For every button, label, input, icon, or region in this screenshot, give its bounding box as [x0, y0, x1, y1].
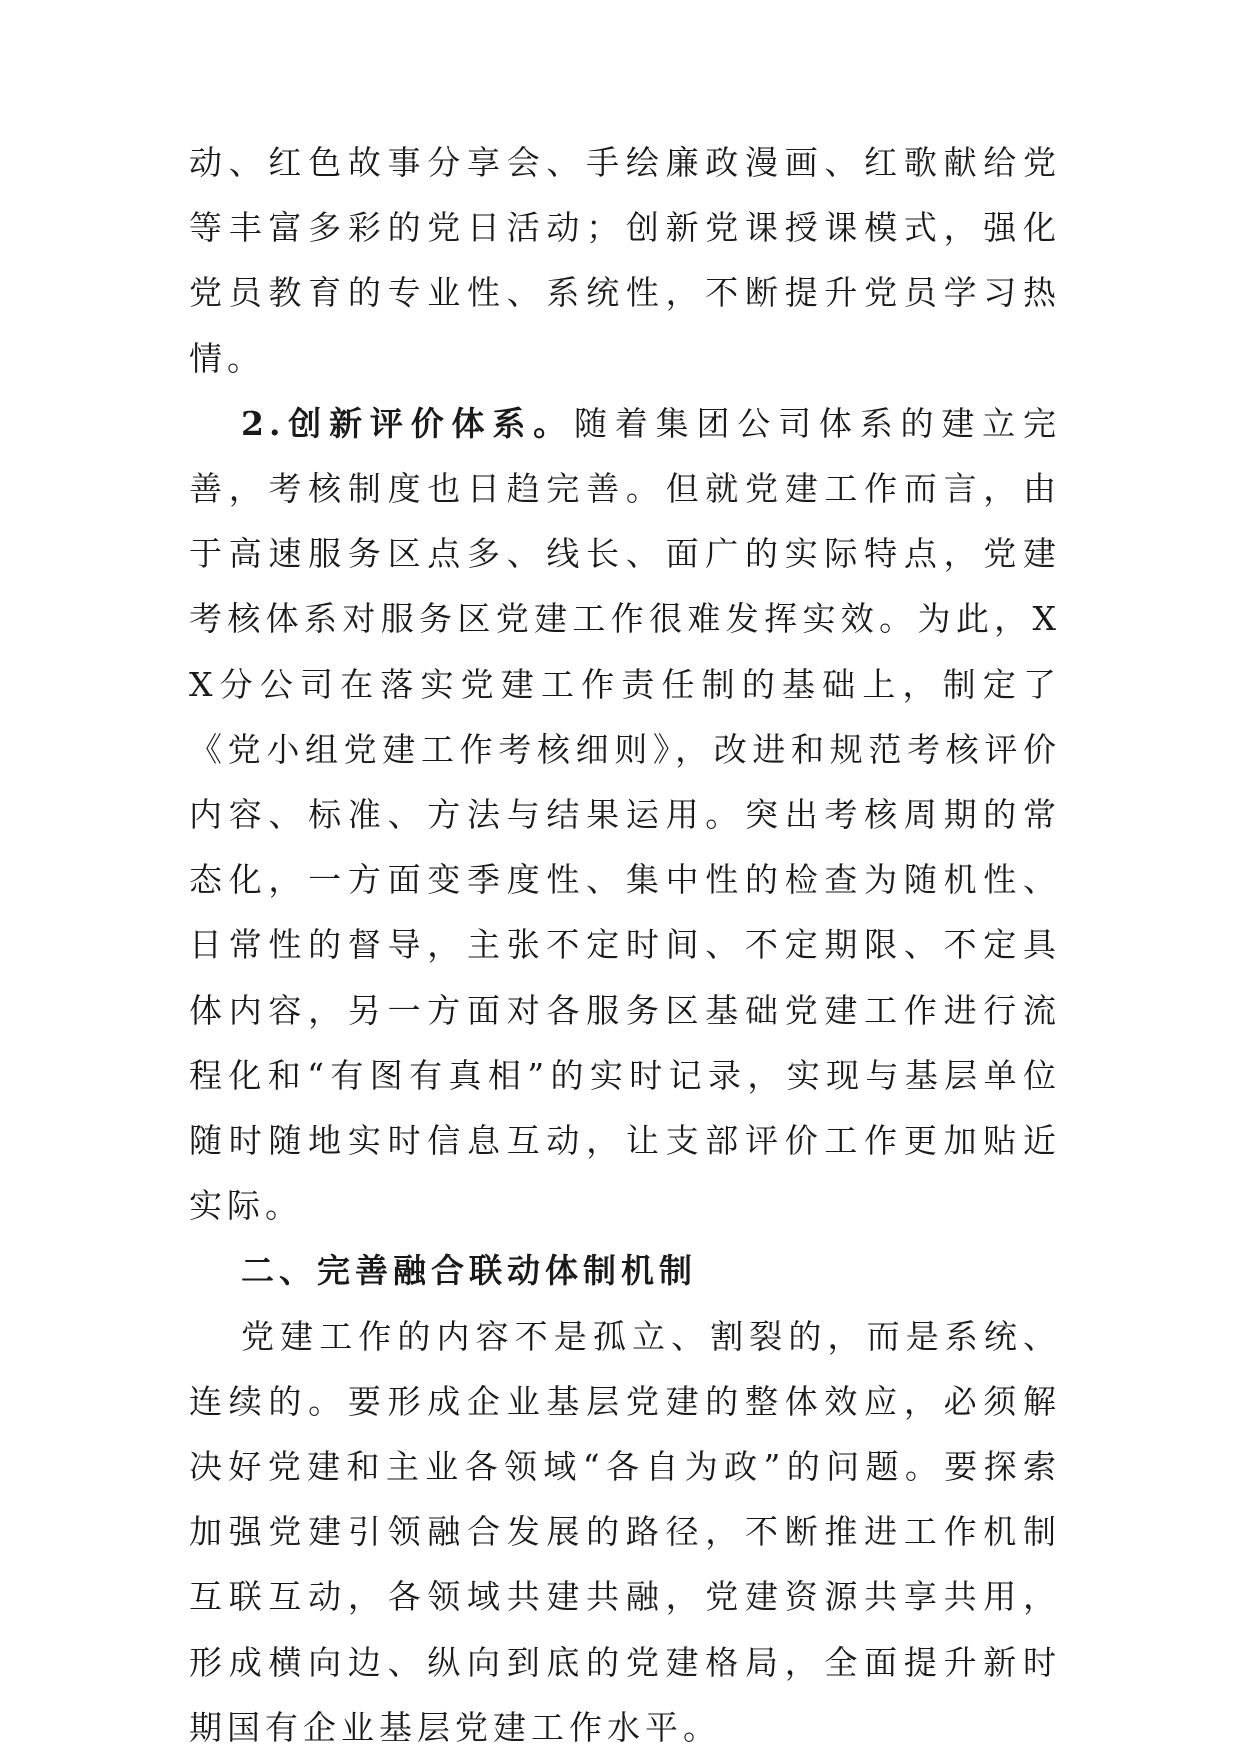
item-2-body: 随着集团公司体系的建立完善，考核制度也日趋完善。但就党建工作而言，由于高速服务区点多、线长、面广的实际特点，党建考核体系对服务区党建工作很难发挥实效。为此，XX分公司在落实党建工作责任制的基础上，制定了《党小组党建工作考核细则》，改进和规范考核评价内容、标准、方法与结果运用。突出考核周期的常态化，一方面变季度性、集中性的检查为随机性、日常性的督导，主张不定时间、不定期限、不定具体内容，另一方面对各服务区基础党建工作进行流程化和“有图有真相”的实时记录，实现与基层单位随时随地实时信息互动，让支部评价工作更加贴近实际。 — [189, 403, 1062, 1226]
section-2-body: 党建工作的内容不是孤立、割裂的，而是系统、连续的。要形成企业基层党建的整体效应，必须解决好党建和主业各领域“各自为政”的问题。要探索加强党建引领融合发展的路径，不断推进工作机制互联互动，各领域共建共融，党建资源共享共用，形成横向边、纵向到底的党建格局，全面提升新时期国有企业基层党建工作水平。 — [189, 1316, 1061, 1747]
paragraph-continued: 动、红色故事分享会、手绘廉政漫画、红歌献给党等丰富多彩的党日活动；创新党课授课模式，强化党员教育的专业性、系统性，不断提升党员学习热情。 — [189, 143, 1061, 378]
paragraph-item-2 — [189, 391, 1061, 1239]
section-2-heading: 二、完善融合联动体制机制 — [241, 1251, 697, 1291]
item-2-heading: 2.创新评价体系。 — [241, 403, 574, 443]
